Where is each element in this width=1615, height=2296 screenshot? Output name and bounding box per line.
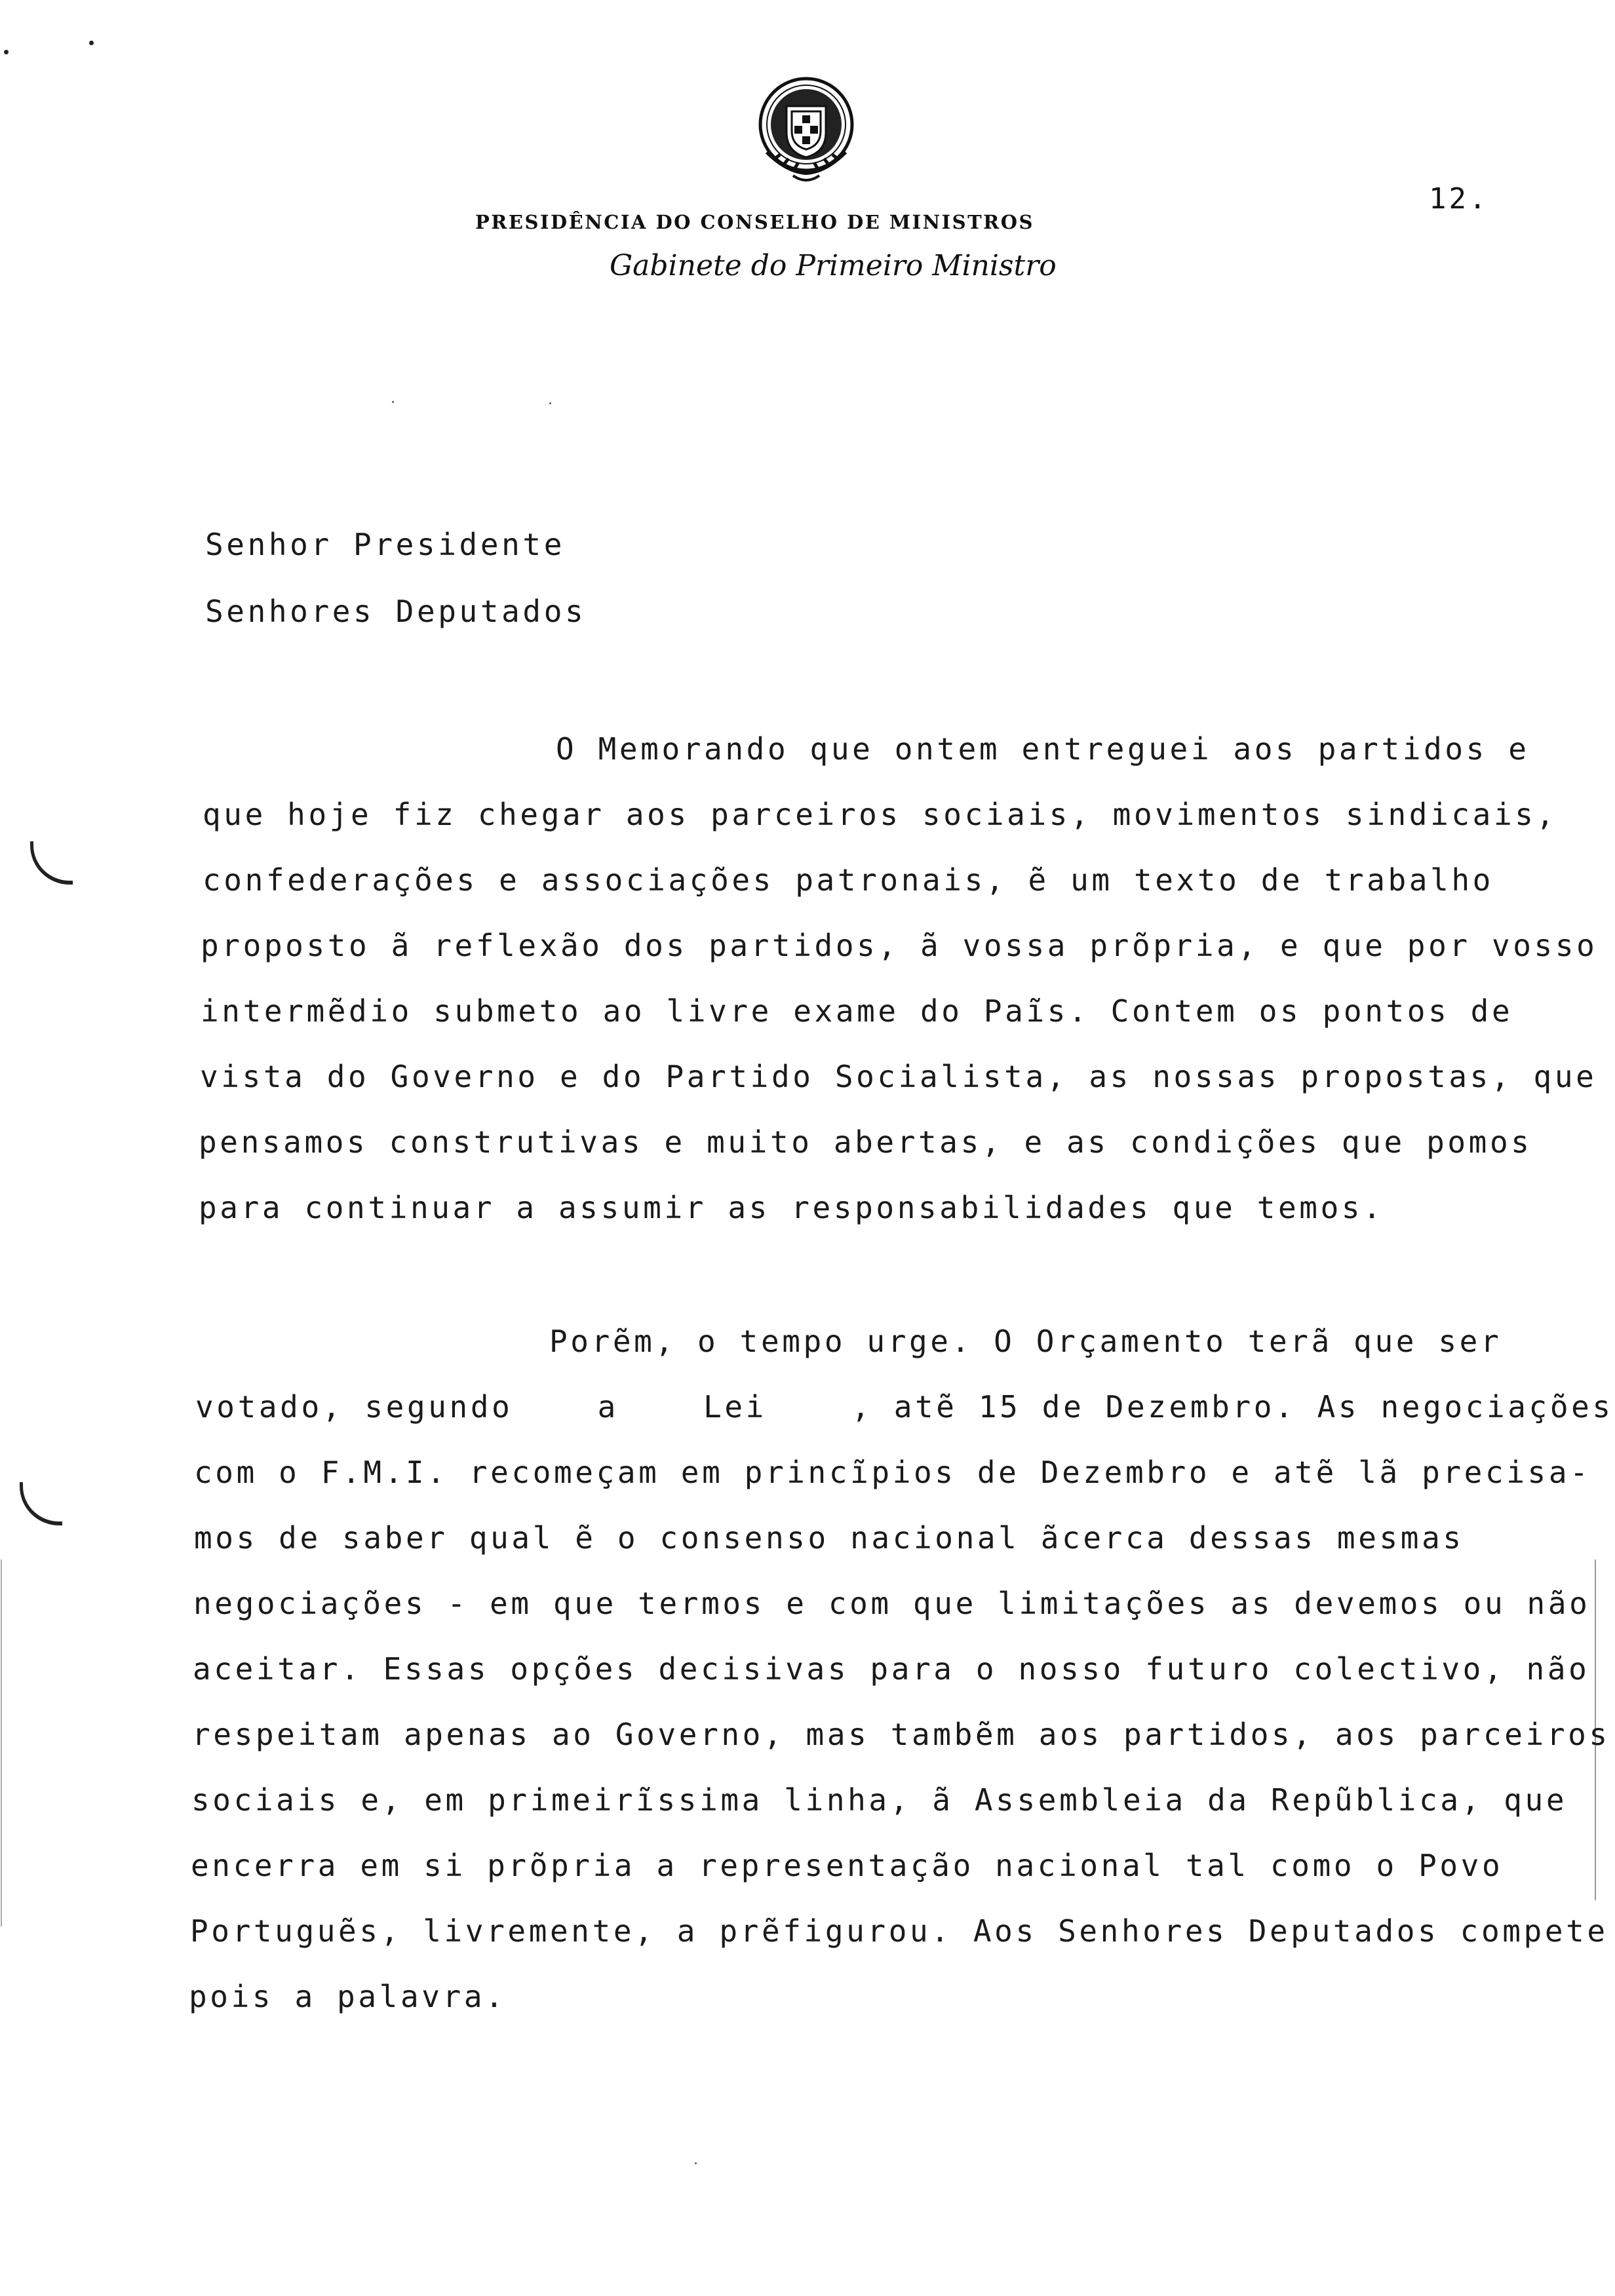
paragraph-2-line: sociais e, em primeirĩssima linha, ã Assembleia da Repũblica, que <box>191 1782 1568 1818</box>
salutation-line: Senhores Deputados <box>205 594 587 629</box>
office-name: Gabinete do Primeiro Ministro <box>610 249 1057 282</box>
paragraph-2-line: com o F.M.I. recomeçam em princĩpios de Dezembro e atẽ lã precisa- <box>194 1455 1591 1490</box>
paragraph-1-line: intermẽdio submeto ao livre exame do Paĩs. Contem os pontos de <box>201 993 1513 1029</box>
paragraph-1-line: vista do Governo e do Partido Socialista, as nossas propostas, que <box>200 1059 1597 1094</box>
scan-speck <box>4 50 9 54</box>
scan-speck <box>549 402 551 404</box>
page-number: 12. <box>1429 182 1489 216</box>
scan-edge-line <box>1 1559 2 1926</box>
paragraph-2-line: Portuguẽs, livremente, a prẽfigurou. Aos Senhores Deputados compete <box>190 1913 1608 1949</box>
punch-hole-mark <box>30 841 73 885</box>
paragraph-2-line: mos de saber qual ẽ o consenso nacional ãcerca dessas mesmas <box>194 1520 1464 1556</box>
scan-speck <box>89 41 94 45</box>
paragraph-1-line: O Memorando que ontem entreguei aos partidos e <box>556 731 1530 767</box>
paragraph-2-line: pois a palavra. <box>189 1979 507 2014</box>
paragraph-1-line: proposto ã reflexão dos partidos, ã vossa prõpria, e que por vosso <box>201 928 1598 963</box>
coat-of-arms-emblem <box>747 73 865 188</box>
scan-speck <box>695 2162 697 2164</box>
paragraph-1-line: pensamos construtivas e muito abertas, e as condições que pomos <box>199 1124 1532 1160</box>
paragraph-2-line: encerra em si prõpria a representação nacional tal como o Povo <box>191 1848 1504 1883</box>
paragraph-2-line: respeitam apenas ao Governo, mas tambẽm aos partidos, aos parceiros <box>192 1717 1610 1752</box>
punch-hole-mark <box>20 1482 62 1525</box>
organization-name: PRESIDÊNCIA DO CONSELHO DE MINISTROS <box>475 211 1034 233</box>
paragraph-1-line: confederações e associações patronais, ẽ um texto de trabalho <box>203 862 1494 898</box>
paragraph-2-line: votado, segundo a Lei , atẽ 15 de Dezembro. As negociações <box>195 1389 1614 1425</box>
scan-speck <box>392 401 394 403</box>
paragraph-2-line: Porẽm, o tempo urge. O Orçamento terã que ser <box>549 1324 1502 1359</box>
paragraph-2-line: negociações - em que termos e com que limitações as devemos ou não <box>193 1586 1591 1621</box>
paragraph-1-line: para continuar a assumir as responsabilidades que temos. <box>199 1190 1384 1225</box>
salutation-line: Senhor Presidente <box>205 527 566 562</box>
paragraph-2-line: aceitar. Essas opções decisivas para o nosso futuro colectivo, não <box>193 1651 1590 1687</box>
paragraph-1-line: que hoje fiz chegar aos parceiros sociais, movimentos sindicais, <box>203 797 1557 832</box>
